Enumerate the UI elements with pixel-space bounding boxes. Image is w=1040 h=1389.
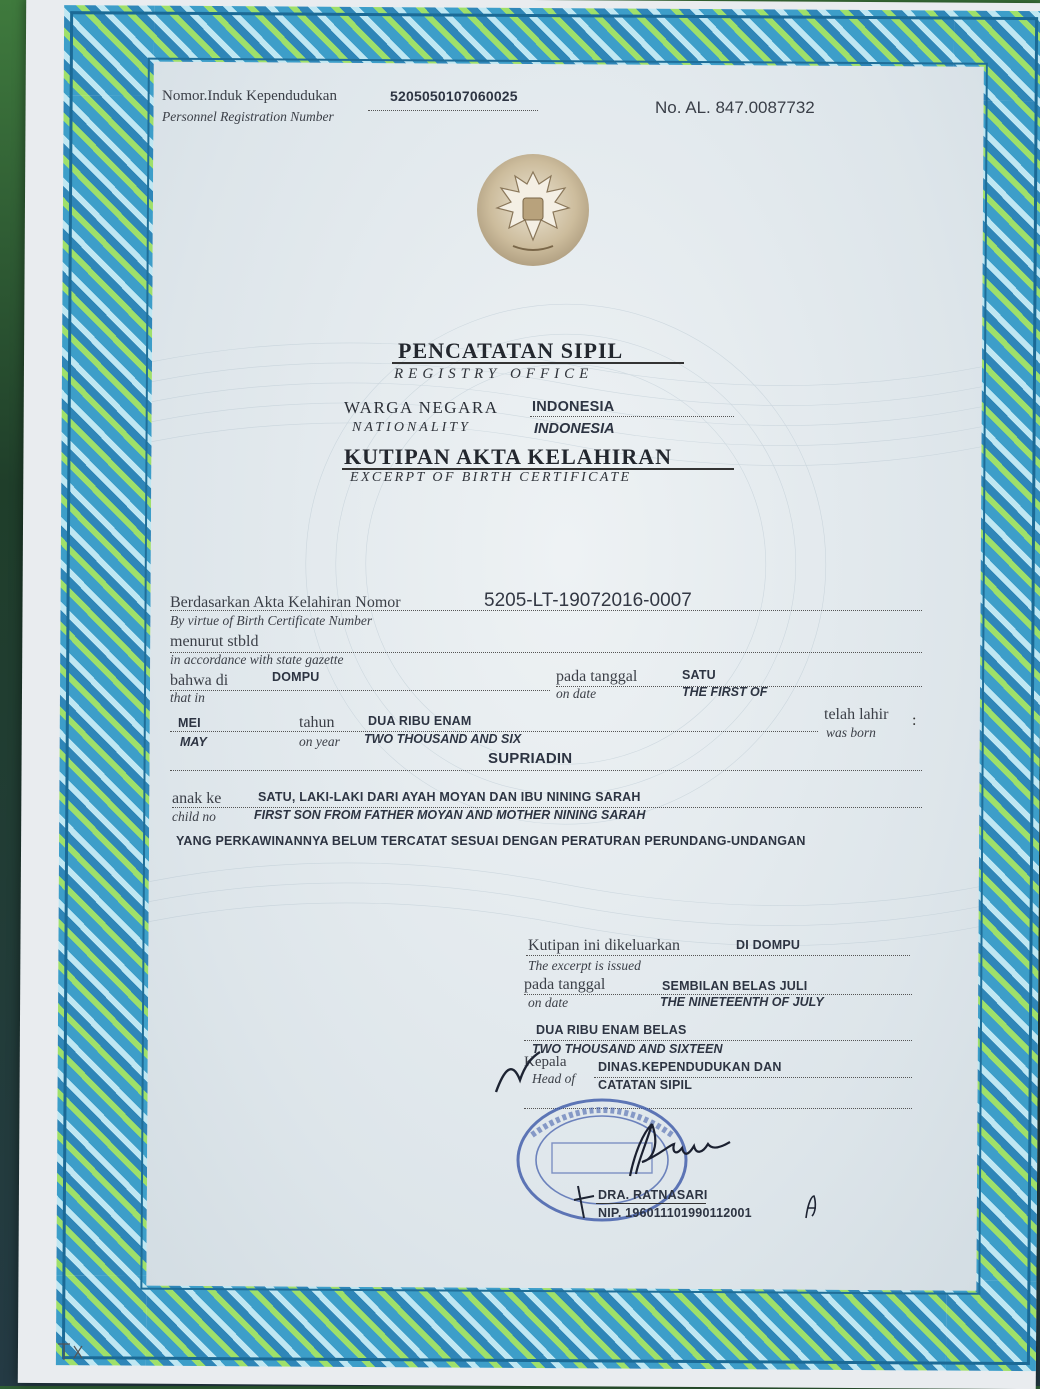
- nationality-label: WARGA NEGARA: [344, 398, 499, 417]
- issue-date-value-en: THE NINETEENTH OF JULY: [660, 995, 824, 1009]
- nationality-label-en: NATIONALITY: [352, 420, 471, 435]
- issued-label: Kutipan ini dikeluarkan: [528, 937, 680, 954]
- paraf-mark-icon: [490, 1040, 550, 1100]
- child-order-label: anak ke: [172, 790, 222, 807]
- place-label: bahwa di: [170, 672, 229, 689]
- birth-year-value: DUA RIBU ENAM: [368, 714, 472, 728]
- place-value: DOMPU: [272, 670, 320, 684]
- garuda-emblem-icon: [473, 150, 593, 270]
- child-name-dots: [170, 770, 922, 771]
- nik-value: 5205050107060025: [390, 88, 518, 104]
- born-label: telah lahir: [824, 706, 889, 723]
- birth-day-value: SATU: [682, 668, 716, 682]
- birth-month-value-en: MAY: [180, 735, 207, 749]
- official-name: DRA. RATNASARI: [598, 1188, 708, 1202]
- birth-year-value-en: TWO THOUSAND AND SIX: [364, 732, 522, 746]
- head-office-line-2: CATATAN SIPIL: [598, 1078, 693, 1092]
- birth-day-value-en: THE FIRST OF: [682, 685, 768, 699]
- birth-date-label-en: on date: [556, 686, 597, 701]
- cert-number-value: 5205-LT-19072016-0007: [484, 590, 692, 611]
- nationality-dots: [530, 416, 734, 417]
- child-name: SUPRIADIN: [488, 750, 573, 767]
- document-subtitle: EXCERPT OF BIRTH CERTIFICATE: [350, 470, 632, 485]
- birth-date-label: pada tanggal: [556, 668, 638, 685]
- issue-date-label: pada tanggal: [524, 976, 606, 993]
- cert-number-label-en: By virtue of Birth Certificate Number: [170, 613, 373, 628]
- marriage-remark: YANG PERKAWINANNYA BELUM TERCATAT SESUAI DENGAN PERATURAN PERUNDANG-UNDANGAN: [176, 834, 806, 848]
- official-nip: NIP. 196011101990112001: [598, 1206, 752, 1220]
- office-subtitle: REGISTRY OFFICE: [394, 366, 594, 382]
- born-colon: :: [912, 712, 917, 729]
- birth-year-dots: [170, 731, 818, 732]
- child-order-value: SATU, LAKI-LAKI DARI AYAH MOYAN DAN IBU NINING SARAH: [258, 790, 641, 804]
- nationality-value-en: INDONESIA: [534, 421, 615, 437]
- head-label-en: Head of: [532, 1071, 576, 1086]
- issued-place: DI DOMPU: [736, 938, 801, 952]
- birth-month-value: MEI: [178, 716, 201, 730]
- nik-dots: [368, 110, 538, 111]
- year-label-en: on year: [299, 734, 340, 749]
- issue-date-value: SEMBILAN BELAS JULI: [662, 979, 808, 993]
- issue-year-value: DUA RIBU ENAM BELAS: [536, 1023, 687, 1037]
- serial-number: No. AL. 847.0087732: [655, 98, 815, 117]
- nip-initial-mark-icon: [802, 1192, 822, 1222]
- corner-pencil-mark-icon: [54, 1336, 94, 1366]
- official-name-underline: [596, 1203, 706, 1204]
- office-title-underline: [392, 362, 684, 364]
- signature-icon: [612, 1116, 742, 1186]
- stbld-label: menurut stbld: [170, 633, 259, 650]
- cert-number-dots: [170, 610, 922, 611]
- nik-label-en: Personnel Registration Number: [162, 109, 334, 124]
- place-label-en: that in: [170, 690, 205, 705]
- head-label: Kepala: [524, 1054, 567, 1070]
- child-order-dots: [172, 807, 922, 808]
- document-title: KUTIPAN AKTA KELAHIRAN: [344, 444, 673, 469]
- issued-label-en: The excerpt is issued: [528, 958, 641, 973]
- issue-date-label-en: on date: [528, 995, 569, 1010]
- born-label-en: was born: [826, 725, 876, 740]
- cert-number-label: Berdasarkan Akta Kelahiran Nomor: [170, 594, 401, 611]
- child-order-value-en: FIRST SON FROM FATHER MOYAN AND MOTHER NINING SARAH: [254, 808, 646, 822]
- nationality-value: INDONESIA: [532, 399, 615, 415]
- issue-year-dots: [524, 1040, 912, 1041]
- issued-dots: [526, 955, 910, 956]
- head-office-line-1: DINAS.KEPENDUDUKAN DAN: [598, 1060, 782, 1074]
- office-title: PENCATATAN SIPIL: [398, 338, 624, 363]
- place-dots: [170, 690, 550, 691]
- child-order-label-en: child no: [172, 809, 216, 824]
- nik-label: Nomor.Induk Kependudukan: [162, 88, 337, 104]
- stbld-label-en: in accordance with state gazette: [170, 652, 344, 667]
- issue-year-value-en: TWO THOUSAND AND SIXTEEN: [532, 1042, 723, 1056]
- year-label: tahun: [299, 714, 335, 731]
